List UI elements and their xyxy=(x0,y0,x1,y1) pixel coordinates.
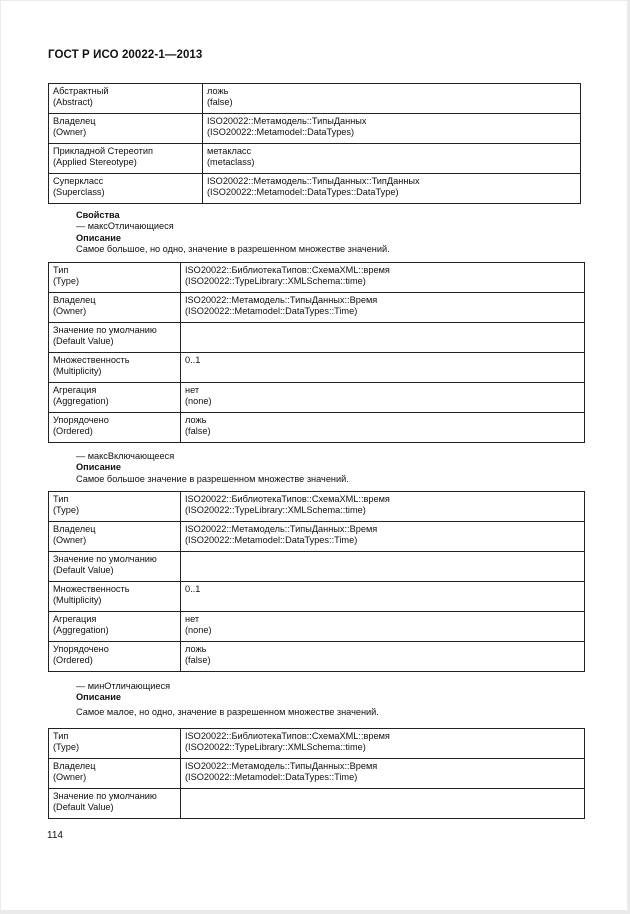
attribute-name: — максОтличающиеся xyxy=(76,221,174,232)
property-label-cell xyxy=(49,522,181,552)
attribute-properties-table xyxy=(48,491,585,672)
attribute-name: — максВключающееся xyxy=(76,451,175,461)
description-text: Самое большое, но одно, значение в разрешенном множестве значений. xyxy=(76,243,390,254)
cell-translation: (Aggregation) xyxy=(53,396,109,407)
cell-translation: (Default Value) xyxy=(53,336,114,347)
class-properties-table xyxy=(48,83,581,204)
cell-translation: (Default Value) xyxy=(53,802,114,813)
property-value-cell xyxy=(181,759,585,789)
property-value-cell xyxy=(181,612,585,642)
attribute-properties-table xyxy=(48,728,585,819)
property-value-cell xyxy=(181,413,585,443)
cell-text: Множественность xyxy=(53,355,130,365)
table-row xyxy=(49,759,585,789)
property-value-cell xyxy=(181,323,585,353)
cell-text: Тип xyxy=(53,731,69,741)
cell-text: Владелец xyxy=(53,524,96,534)
property-label-cell xyxy=(49,174,203,204)
cell-text: ложь xyxy=(207,86,229,96)
cell-translation: (ISO20022::Metamodel::DataTypes::Time) xyxy=(185,772,358,783)
table-row xyxy=(49,789,585,819)
property-value-cell xyxy=(181,642,585,672)
cell-text: ISO20022::БиблиотекаТипов::СхемаXML::время xyxy=(185,494,390,504)
cell-text: 0..1 xyxy=(185,584,201,594)
property-value-cell xyxy=(181,353,585,383)
cell-translation: (Multiplicity) xyxy=(53,595,102,606)
cell-text: нет xyxy=(185,614,200,624)
cell-translation: (Multiplicity) xyxy=(53,366,102,377)
cell-translation: (Owner) xyxy=(53,127,87,138)
cell-translation: (ISO20022::TypeLibrary::XMLSchema::time) xyxy=(185,742,366,753)
table-row xyxy=(49,383,585,413)
property-label-cell xyxy=(49,263,181,293)
description-text: Самое большое значение в разрешенном множестве значений. xyxy=(76,473,349,484)
cell-text: Владелец xyxy=(53,116,96,126)
cell-text: Упорядочено xyxy=(53,644,109,654)
table-row xyxy=(49,729,585,759)
cell-text: Владелец xyxy=(53,761,96,771)
cell-translation: (none) xyxy=(185,625,212,636)
property-value-cell xyxy=(181,383,585,413)
cell-text: Владелец xyxy=(53,295,96,305)
property-value-cell xyxy=(181,522,585,552)
cell-text: нет xyxy=(185,385,200,395)
property-label-cell xyxy=(49,759,181,789)
property-label-cell xyxy=(49,552,181,582)
cell-text: Суперкласс xyxy=(53,176,104,186)
cell-text: ISO20022::Метамодель::ТипыДанных::Время xyxy=(185,524,378,534)
property-label-cell xyxy=(49,323,181,353)
cell-translation: (false) xyxy=(185,426,211,437)
table-row xyxy=(49,642,585,672)
cell-text: ISO20022::Метамодель::ТипыДанных::Время xyxy=(185,295,378,305)
table-row xyxy=(49,353,585,383)
table-row xyxy=(49,582,585,612)
cell-translation: (ISO20022::TypeLibrary::XMLSchema::time) xyxy=(185,505,366,516)
table-row xyxy=(49,323,585,353)
property-value-cell xyxy=(181,729,585,759)
property-label-cell xyxy=(49,642,181,672)
table-row xyxy=(49,293,585,323)
cell-text: Значение по умолчанию xyxy=(53,791,157,801)
cell-translation: (ISO20022::Metamodel::DataTypes::DataType) xyxy=(207,187,399,198)
cell-text: ложь xyxy=(185,415,207,425)
cell-text: Прикладной Стереотип xyxy=(53,146,153,156)
cell-translation: (ISO20022::Metamodel::DataTypes) xyxy=(207,127,355,138)
attribute-properties-table xyxy=(48,262,585,443)
property-label-cell xyxy=(49,413,181,443)
property-label-cell xyxy=(49,612,181,642)
table-row xyxy=(49,144,581,174)
table-row xyxy=(49,84,581,114)
cell-text: Абстрактный xyxy=(53,86,109,96)
properties-heading: Свойства xyxy=(76,210,120,220)
cell-translation: (Ordered) xyxy=(53,655,93,666)
cell-text: Агрегация xyxy=(53,614,97,624)
property-value-cell xyxy=(203,144,581,174)
property-label-cell xyxy=(49,582,181,612)
table-row xyxy=(49,522,585,552)
cell-translation: (Owner) xyxy=(53,306,87,317)
attribute-block xyxy=(76,681,379,718)
table-row xyxy=(49,612,585,642)
table-row xyxy=(49,413,585,443)
table-row xyxy=(49,263,585,293)
cell-translation: (Type) xyxy=(53,505,80,516)
cell-translation: (metaclass) xyxy=(207,157,255,168)
cell-translation: (false) xyxy=(185,655,211,666)
cell-text: 0..1 xyxy=(185,355,201,365)
cell-text: Множественность xyxy=(53,584,130,594)
property-label-cell xyxy=(49,729,181,759)
property-value-cell xyxy=(181,293,585,323)
cell-translation: (Aggregation) xyxy=(53,625,109,636)
property-value-cell xyxy=(203,174,581,204)
table-row xyxy=(49,492,585,522)
cell-text: ISO20022::Метамодель::ТипыДанных xyxy=(207,116,367,126)
cell-text: метакласс xyxy=(207,146,252,156)
property-label-cell xyxy=(49,84,203,114)
cell-translation: (Owner) xyxy=(53,535,87,546)
cell-translation: (ISO20022::Metamodel::DataTypes::Time) xyxy=(185,306,358,317)
description-heading: Описание xyxy=(76,232,121,243)
cell-text: ISO20022::БиблиотекаТипов::СхемаXML::время xyxy=(185,265,390,275)
cell-text: Значение по умолчанию xyxy=(53,554,157,564)
page-header: ГОСТ Р ИСО 20022-1—2013 xyxy=(48,49,203,61)
property-label-cell xyxy=(49,383,181,413)
cell-text: ISO20022::БиблиотекаТипов::СхемаXML::время xyxy=(185,731,390,741)
cell-text: Тип xyxy=(53,265,69,275)
page-number: 114 xyxy=(47,830,63,841)
property-label-cell xyxy=(49,789,181,819)
cell-translation: (Abstract) xyxy=(53,97,93,108)
cell-translation: (Default Value) xyxy=(53,565,114,576)
description-heading: Описание xyxy=(76,692,121,703)
attribute-block xyxy=(76,451,349,485)
table-row xyxy=(49,174,581,204)
cell-text: Агрегация xyxy=(53,385,97,395)
cell-translation: (Superclass) xyxy=(53,187,105,198)
table-row xyxy=(49,114,581,144)
cell-translation: (Type) xyxy=(53,276,80,287)
cell-translation: (ISO20022::TypeLibrary::XMLSchema::time) xyxy=(185,276,366,287)
cell-translation: (ISO20022::Metamodel::DataTypes::Time) xyxy=(185,535,358,546)
property-label-cell xyxy=(49,144,203,174)
document-page xyxy=(1,1,627,910)
property-value-cell xyxy=(181,789,585,819)
cell-text: Упорядочено xyxy=(53,415,109,425)
property-label-cell xyxy=(49,114,203,144)
property-label-cell xyxy=(49,492,181,522)
description-text: Самое малое, но одно, значение в разрешенном множестве значений. xyxy=(76,706,379,717)
property-value-cell xyxy=(181,552,585,582)
cell-translation: (false) xyxy=(207,97,233,108)
cell-text: ISO20022::Метамодель::ТипыДанных::Время xyxy=(185,761,378,771)
properties-block xyxy=(76,210,390,255)
cell-text: Значение по умолчанию xyxy=(53,325,157,335)
property-value-cell xyxy=(203,114,581,144)
property-value-cell xyxy=(181,582,585,612)
table-row xyxy=(49,552,585,582)
cell-translation: (Type) xyxy=(53,742,80,753)
property-value-cell xyxy=(181,492,585,522)
cell-text: ложь xyxy=(185,644,207,654)
property-value-cell xyxy=(181,263,585,293)
cell-translation: (none) xyxy=(185,396,212,407)
property-value-cell xyxy=(203,84,581,114)
cell-translation: (Owner) xyxy=(53,772,87,783)
cell-translation: (Ordered) xyxy=(53,426,93,437)
property-label-cell xyxy=(49,353,181,383)
property-label-cell xyxy=(49,293,181,323)
cell-text: Тип xyxy=(53,494,69,504)
attribute-name: — минОтличающиеся xyxy=(76,681,171,691)
cell-text: ISO20022::Метамодель::ТипыДанных::ТипДанных xyxy=(207,176,420,186)
description-heading: Описание xyxy=(76,462,121,473)
cell-translation: (Applied Stereotype) xyxy=(53,157,137,168)
